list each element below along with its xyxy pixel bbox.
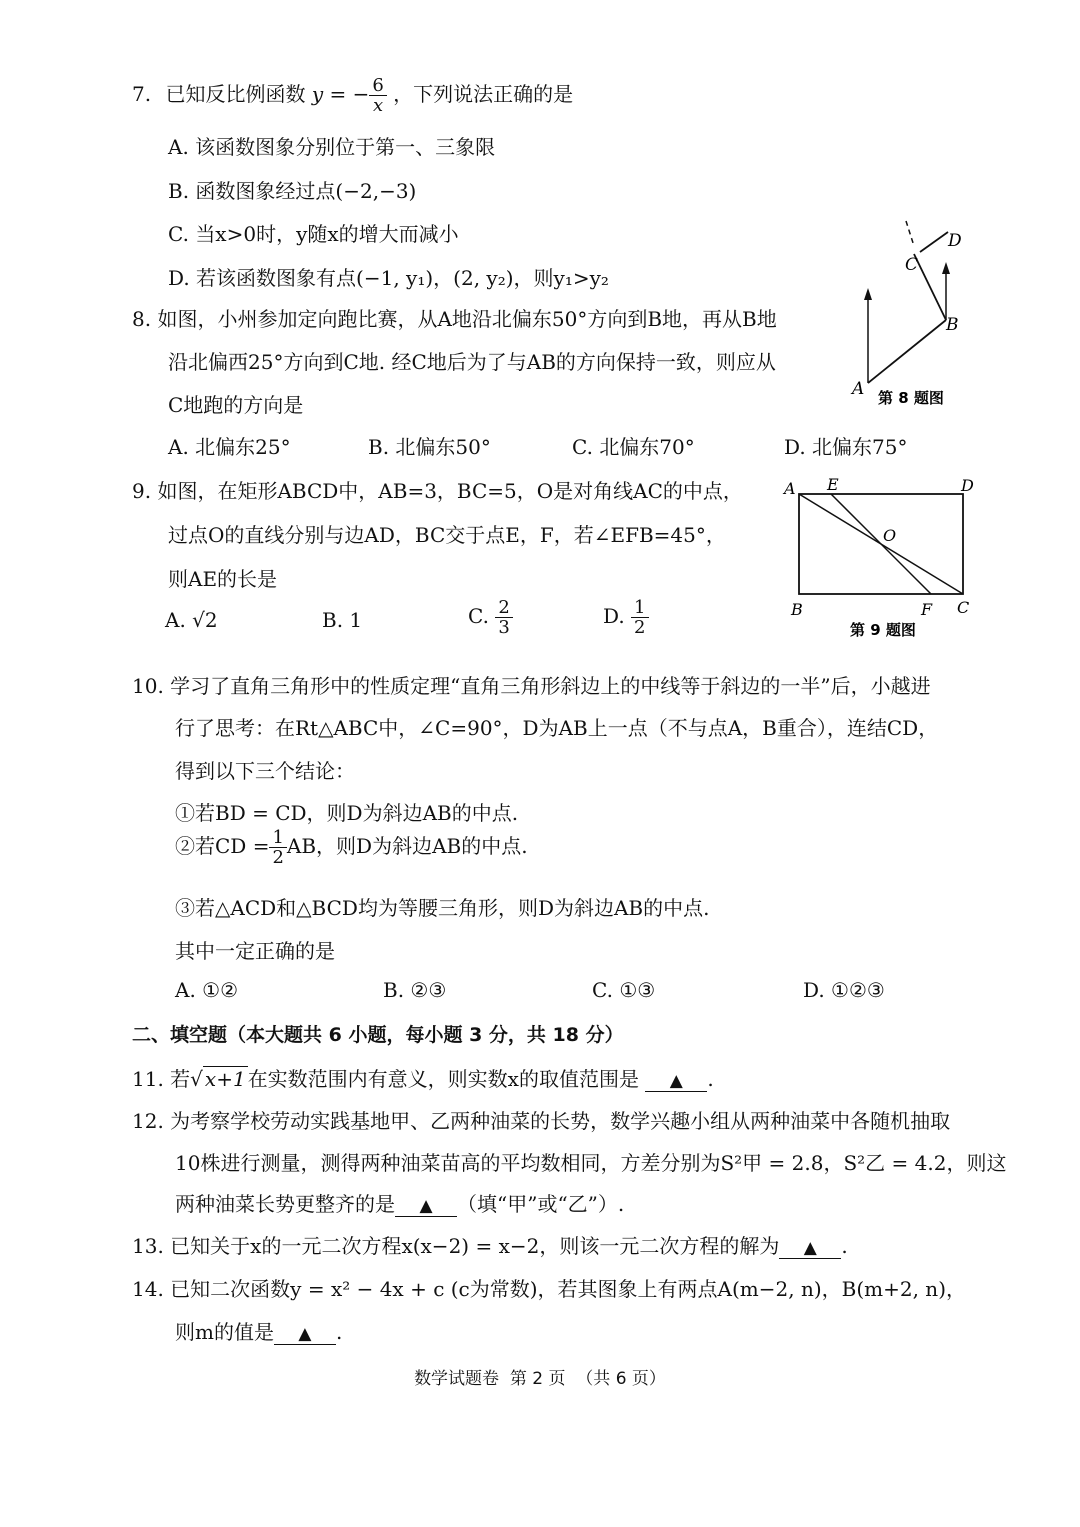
q10-ask: 其中一定正确的是 bbox=[175, 939, 335, 963]
q13-answer-blank[interactable]: ▲ bbox=[779, 1238, 841, 1259]
option-label: B. bbox=[168, 179, 190, 203]
q12-number: 12. bbox=[132, 1109, 164, 1133]
q7-number: 7. bbox=[132, 82, 152, 106]
q8-line2: 沿北偏西25°方向到C地. 经C地后为了与AB的方向保持一致，则应从 bbox=[168, 350, 776, 374]
q8-figure-caption: 第 8 题图 bbox=[878, 389, 944, 407]
q13-number: 13. bbox=[132, 1234, 164, 1258]
option-label: C. bbox=[592, 978, 613, 1002]
option-label: C. bbox=[572, 435, 593, 459]
q8-figure bbox=[840, 210, 970, 410]
q14-line2-prefix: 则m的值是 bbox=[175, 1320, 274, 1344]
q9-line3: 则AE的长是 bbox=[168, 567, 278, 591]
q7-stem bbox=[132, 76, 573, 115]
option-text: 当x>0时，y随x的增大而减小 bbox=[195, 222, 459, 246]
q12-text: 为考察学校劳动实践基地甲、乙两种油菜的长势，数学兴趣小组从两种油菜中各随机抽取 bbox=[170, 1109, 951, 1133]
option-label: B. bbox=[322, 608, 344, 632]
option-text: 北偏东50° bbox=[395, 435, 491, 459]
section-2-title: 二、填空题（本大题共 6 小题，每小题 3 分，共 18 分） bbox=[132, 1024, 624, 1046]
option-text: 北偏东70° bbox=[599, 435, 695, 459]
q9-line2: 过点O的直线分别与边AD，BC交于点E，F，若∠EFB=45°， bbox=[168, 523, 726, 547]
option-text: 该函数图象分别位于第一、三象限 bbox=[195, 135, 496, 159]
q8-line3: C地跑的方向是 bbox=[168, 393, 304, 417]
q8-option-a bbox=[168, 431, 291, 460]
label-f: F bbox=[921, 600, 933, 619]
q10-option-b bbox=[383, 978, 446, 1002]
option-text: ①③ bbox=[619, 978, 656, 1002]
q10-line2: 行了思考：在Rt△ABC中，∠C=90°，D为AB上一点（不与点A，B重合），连结CD， bbox=[175, 716, 939, 740]
q11-suffix: 在实数范围内有意义，则实数x的取值范围是 bbox=[247, 1067, 639, 1091]
label-b: B bbox=[946, 315, 959, 335]
label-d: D bbox=[961, 476, 974, 495]
q10-number: 10. bbox=[132, 674, 164, 698]
q12-line3-prefix: 两种油菜长势更整齐的是 bbox=[175, 1192, 395, 1216]
option-text: 若该函数图象有点(−1, y₁)，(2, y₂)，则y₁>y₂ bbox=[196, 266, 609, 290]
q8-number: 8. bbox=[132, 307, 152, 331]
q7-stem-suffix: ，下列说法正确的是 bbox=[393, 82, 574, 106]
label-c: C bbox=[957, 598, 970, 617]
q10-conclusion-2 bbox=[175, 828, 528, 867]
q14-line2 bbox=[175, 1316, 342, 1345]
segment-ab bbox=[868, 320, 946, 383]
option-text: √2 bbox=[192, 608, 218, 632]
fraction-den: 3 bbox=[498, 617, 510, 638]
option-label: A. bbox=[168, 135, 189, 159]
page-footer: 数学试题卷 第 2 页 （共 6 页） bbox=[414, 1369, 666, 1389]
c-direction-dashed-line bbox=[906, 221, 914, 246]
segment-bc bbox=[914, 254, 946, 320]
q14-answer-blank[interactable]: ▲ bbox=[274, 1324, 336, 1345]
q11-radicand: x+1 bbox=[204, 1067, 246, 1091]
q7-option-a bbox=[168, 131, 495, 160]
option-text: 北偏东75° bbox=[812, 435, 908, 459]
q10-option-c bbox=[592, 978, 655, 1002]
conclusion-2-prefix: ②若CD = bbox=[175, 834, 270, 858]
q7-fraction-den: x bbox=[372, 95, 384, 116]
q9-option-c-fraction bbox=[495, 598, 512, 637]
line-ef bbox=[831, 494, 931, 594]
q7-stem-prefix: 已知反比例函数 bbox=[165, 82, 306, 106]
q9-option-a bbox=[165, 608, 218, 632]
label-a: A bbox=[784, 479, 796, 498]
q13-text: 已知关于x的一元二次方程x(x−2) = x−2，则该一元二次方程的解为 bbox=[170, 1234, 780, 1258]
q11-answer-blank[interactable]: ▲ bbox=[645, 1071, 707, 1092]
conclusion-2-suffix: AB，则D为斜边AB的中点. bbox=[286, 834, 528, 858]
q10-line1 bbox=[132, 670, 931, 699]
q12-line3 bbox=[175, 1188, 624, 1217]
option-label: D. bbox=[168, 266, 190, 290]
q13 bbox=[132, 1230, 848, 1259]
option-label: D. bbox=[784, 435, 806, 459]
option-label: D. bbox=[603, 604, 625, 628]
q9-option-d bbox=[603, 598, 649, 637]
q8-line1 bbox=[132, 303, 777, 332]
q10-conclusion-1: ①若BD = CD，则D为斜边AB的中点. bbox=[175, 801, 519, 825]
option-label: C. bbox=[168, 222, 189, 246]
label-d: D bbox=[948, 231, 962, 251]
q11-prefix: 若 bbox=[170, 1067, 191, 1091]
q11-end: . bbox=[707, 1067, 714, 1091]
north-arrowhead-a bbox=[864, 288, 872, 300]
q7-fraction-num: 6 bbox=[369, 76, 386, 96]
q9-figure-caption: 第 9 题图 bbox=[850, 621, 916, 639]
q7-option-b bbox=[168, 175, 416, 204]
label-e: E bbox=[827, 475, 839, 494]
option-label: A. bbox=[168, 435, 189, 459]
q7-function-lhs: y = − bbox=[311, 82, 370, 106]
q12-answer-blank[interactable]: ▲ bbox=[395, 1196, 457, 1217]
q12-line2: 10株进行测量，测得两种油菜苗高的平均数相同，方差分别为S²甲 = 2.8，S²乙 = 4.2，则这 bbox=[175, 1151, 1007, 1175]
label-o: O bbox=[883, 526, 897, 545]
q11: 11. 若√ x+1 在实数范围内有意义，则实数x的取值范围是 ▲ . bbox=[132, 1067, 714, 1091]
q8-option-b bbox=[368, 431, 491, 460]
q9-line1 bbox=[132, 475, 743, 504]
q14-number: 14. bbox=[132, 1277, 164, 1301]
q14-text: 已知二次函数y = x² − 4x + c (c为常数)，若其图象上有两点A(m−2, n)，B(m+2, n)， bbox=[170, 1277, 966, 1301]
q10-text: 学习了直角三角形中的性质定理“直角三角形斜边上的中线等于斜边的一半”后，小越进 bbox=[170, 674, 931, 698]
q9-option-d-fraction bbox=[631, 598, 648, 637]
fraction-den: 2 bbox=[634, 617, 646, 638]
option-label: B. bbox=[383, 978, 405, 1002]
option-label: C. bbox=[468, 604, 489, 628]
q14-line1 bbox=[132, 1273, 966, 1302]
conclusion-2-fraction bbox=[269, 828, 286, 867]
option-text: ②③ bbox=[410, 978, 447, 1002]
label-b: B bbox=[791, 600, 803, 619]
segment-cd bbox=[920, 232, 948, 252]
q7-option-c bbox=[168, 218, 459, 247]
label-a: A bbox=[852, 379, 865, 399]
option-label: A. bbox=[175, 978, 196, 1002]
q10-option-d bbox=[803, 978, 885, 1002]
fraction-num: 1 bbox=[631, 598, 648, 618]
q12-line1 bbox=[132, 1105, 950, 1134]
option-text: 函数图象经过点(−2,−3) bbox=[195, 179, 417, 203]
q9-text: 如图，在矩形ABCD中，AB=3，BC=5，O是对角线AC的中点， bbox=[157, 479, 743, 503]
q7-option-d bbox=[168, 262, 609, 291]
q9-option-b bbox=[322, 608, 362, 632]
option-text: 北偏东25° bbox=[195, 435, 291, 459]
q8-option-c bbox=[572, 431, 695, 460]
option-text: ①② bbox=[202, 978, 239, 1002]
label-c: C bbox=[905, 255, 919, 275]
q8-option-d bbox=[784, 431, 908, 460]
q13-end: . bbox=[841, 1234, 848, 1258]
option-label: D. bbox=[803, 978, 825, 1002]
q10-line3: 得到以下三个结论： bbox=[175, 759, 355, 783]
q7-fraction bbox=[369, 76, 386, 115]
fraction-num: 1 bbox=[269, 828, 286, 848]
fraction-den: 2 bbox=[272, 847, 284, 868]
north-arrowhead-b bbox=[942, 262, 950, 274]
q9-option-c bbox=[468, 598, 513, 637]
option-text: ①②③ bbox=[831, 978, 885, 1002]
option-label: A. bbox=[165, 608, 186, 632]
q9-figure bbox=[780, 472, 980, 644]
fraction-num: 2 bbox=[495, 598, 512, 618]
q8-text: 如图，小州参加定向跑比赛，从A地沿北偏东50°方向到B地，再从B地 bbox=[157, 307, 777, 331]
q14-end: . bbox=[335, 1320, 343, 1344]
q10-option-a bbox=[175, 978, 238, 1002]
q9-number: 9. bbox=[132, 479, 152, 503]
q11-number: 11. bbox=[132, 1067, 164, 1091]
option-label: B. bbox=[368, 435, 390, 459]
q10-conclusion-3: ③若△ACD和△BCD均为等腰三角形，则D为斜边AB的中点. bbox=[175, 896, 710, 920]
q12-line3-suffix: （填“甲”或“乙”）. bbox=[457, 1192, 625, 1216]
option-text: 1 bbox=[349, 608, 363, 632]
